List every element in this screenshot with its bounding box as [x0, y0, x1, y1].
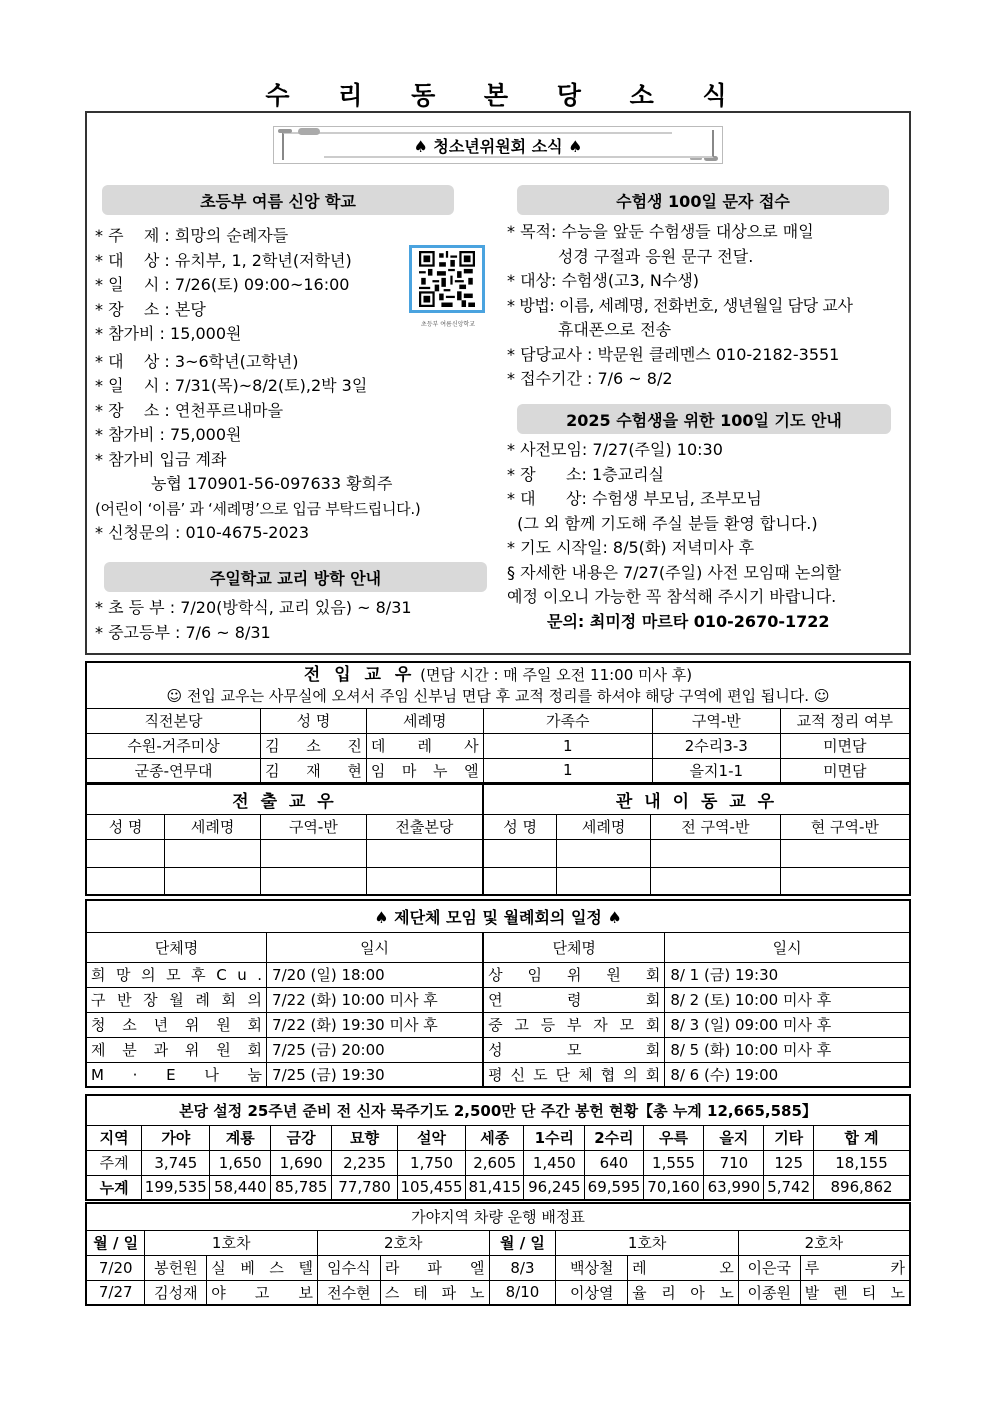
- column-header: 2수리: [585, 1125, 643, 1150]
- page-title: 수 리 동 본 당 소 식: [265, 81, 747, 110]
- youth-news-banner: [273, 126, 723, 164]
- baptismal-name: 스 테 파 노: [380, 1280, 489, 1305]
- driver-name: 이은국: [738, 1255, 800, 1280]
- qr-code-icon: [415, 251, 479, 307]
- column-header: 단체명: [86, 932, 267, 962]
- text-message-heading: 수험생 100일 문자 접수: [517, 185, 889, 215]
- schedule-title: ♠ 제단체 모임 및 월례회의 일정 ♠: [86, 900, 910, 932]
- meeting-time: 7/25 (금) 20:00: [267, 1037, 484, 1062]
- column-header: 지역: [86, 1125, 142, 1150]
- detail-line: 농협 170901-56-097633 황희주: [95, 474, 393, 493]
- driver-name: 이종원: [738, 1280, 800, 1305]
- cell: 96,245: [524, 1175, 585, 1200]
- column-header: 묘향: [332, 1125, 398, 1150]
- cell: 77,780: [332, 1175, 398, 1200]
- detail-line: § 자세한 내용은 7/27(주일) 사전 모임때 논의할: [507, 562, 842, 582]
- cell: 수원-거주미상: [86, 733, 261, 758]
- detail-line: * 참가비 : 75,000원: [95, 425, 242, 444]
- transfer-in-title: 전 입 교 우: [303, 665, 416, 686]
- cumulative-total-row: [86, 1175, 910, 1200]
- column-header: 현 구역-반: [780, 814, 910, 839]
- baptismal-name: 실 베 스 텔: [207, 1255, 318, 1280]
- column-header: 1호차: [556, 1230, 738, 1255]
- baptismal-name: 루 카: [800, 1255, 910, 1280]
- cell: 1,450: [524, 1150, 585, 1175]
- detail-line: * 사전모임: 7/27(주일) 10:30: [507, 440, 723, 459]
- cell: 1,650: [210, 1150, 271, 1175]
- column-header: 전출본당: [366, 814, 483, 839]
- column-header: 일시: [267, 932, 484, 962]
- cell: 미면담: [780, 758, 910, 783]
- detail-line: * 방법: 이름, 세례명, 전화번호, 생년월일 담당 교사: [507, 295, 853, 315]
- column-header: 세례명: [557, 814, 651, 839]
- empty-cell: [780, 867, 910, 895]
- meeting-time: 8/ 1 (금) 19:30: [665, 962, 910, 987]
- cell: 710: [704, 1150, 764, 1175]
- row-label: 주계: [86, 1150, 142, 1175]
- transfer-in-header: [86, 662, 910, 708]
- empty-cell: [557, 867, 651, 895]
- cell: 70,160: [643, 1175, 704, 1200]
- empty-cell: [366, 839, 483, 867]
- table-header-row: [86, 1230, 910, 1255]
- empty-cell: [261, 839, 367, 867]
- table-header-row: [86, 814, 910, 839]
- cell: 1,750: [398, 1150, 466, 1175]
- transfer-out-title: 전 출 교 우: [86, 784, 483, 814]
- detail-line: * 일 시 : 7/26(토) 09:00~16:00: [95, 275, 350, 294]
- column-header: 기타: [764, 1125, 814, 1150]
- cell: 640: [585, 1150, 643, 1175]
- empty-cell: [651, 867, 781, 895]
- sunday-school-details: [95, 596, 505, 645]
- vehicle-title: 가야지역 차량 운행 배정표: [86, 1203, 910, 1230]
- column-header: 교적 정리 여부: [780, 708, 910, 733]
- column-header: 1수리: [524, 1125, 585, 1150]
- cell: 81,415: [466, 1175, 524, 1200]
- detail-line: 휴대폰으로 전송: [507, 320, 672, 339]
- column-header: 을지: [704, 1125, 764, 1150]
- cell: 을지1-1: [652, 758, 780, 783]
- column-header: 성 명: [86, 814, 165, 839]
- cell: 105,455: [398, 1175, 466, 1200]
- column-header: 세례명: [165, 814, 261, 839]
- empty-cell: [261, 867, 367, 895]
- column-header: 구역-반: [261, 814, 367, 839]
- row-label: 누계: [86, 1175, 142, 1200]
- cell: 2,235: [332, 1150, 398, 1175]
- rosary-title: 본당 설정 25주년 준비 전 신자 묵주기도 2,500만 단 주간 봉헌 현황【총 누계 12,665,585】: [86, 1095, 910, 1125]
- date-cell: 7/20: [86, 1255, 145, 1280]
- weekly-total-row: [86, 1150, 910, 1175]
- detail-line: * 일 시 : 7/31(목)~8/2(토),2박 3일: [95, 376, 368, 395]
- table-row: [86, 962, 910, 987]
- interview-time: (면담 시간 : 매 주일 오전 11:00 미사 후): [420, 666, 693, 685]
- group-name: 희 망 의 모 후 C u .: [86, 962, 267, 987]
- column-header: 단체명: [483, 932, 665, 962]
- transfer-in-table: [85, 661, 911, 784]
- detail-line: * 장 소: 1층교리실: [507, 464, 664, 484]
- prayer-heading: 2025 수험생을 위한 100일 기도 안내: [517, 404, 891, 434]
- cell: 3,745: [142, 1150, 210, 1175]
- table-row: [86, 733, 910, 758]
- cell: 2,605: [466, 1150, 524, 1175]
- baptismal-name: 발 렌 티 노: [800, 1280, 910, 1305]
- cell: 임 마 누 엘: [366, 758, 483, 783]
- date-cell: 7/27: [86, 1280, 145, 1305]
- cell: 85,785: [271, 1175, 332, 1200]
- column-header: 전 구역-반: [651, 814, 781, 839]
- cell: 63,990: [704, 1175, 764, 1200]
- group-name: 상 임 위 원 회: [483, 962, 665, 987]
- empty-cell: [86, 867, 165, 895]
- column-header: 세례명: [366, 708, 483, 733]
- cell: 69,595: [585, 1175, 643, 1200]
- cell: 김 소 진: [261, 733, 367, 758]
- table-header-row: [86, 708, 910, 733]
- date-cell: 8/3: [489, 1255, 556, 1280]
- youth-committee-news: [85, 111, 911, 655]
- cell: 김 재 현: [261, 758, 367, 783]
- driver-name: 봉헌원: [145, 1255, 207, 1280]
- detail-line: * 기도 시작일: 8/5(화) 저녁미사 후: [507, 538, 755, 557]
- empty-cell: [366, 867, 483, 895]
- cell: 896,862: [814, 1175, 910, 1200]
- cell: 58,440: [210, 1175, 271, 1200]
- detail-line: * 대 상 : 유치부, 1, 2학년(저학년): [95, 250, 352, 270]
- column-header: 설악: [398, 1125, 466, 1150]
- transfer-out-move-table: [85, 783, 911, 896]
- detail-line: * 참가비 입금 계좌: [95, 449, 227, 469]
- column-header: 성 명: [483, 814, 557, 839]
- empty-cell: [557, 839, 651, 867]
- column-header: 2호차: [738, 1230, 910, 1255]
- group-name: 제 분 과 위 원 회: [86, 1037, 267, 1062]
- cell: 2수리3-3: [652, 733, 780, 758]
- prayer-contact: 문의: 최미정 마르타 010-2670-1722: [547, 611, 830, 631]
- prayer-details: [507, 438, 907, 634]
- cell: 데 레 사: [366, 733, 483, 758]
- detail-line: * 접수기간 : 7/6 ~ 8/2: [507, 369, 673, 388]
- meeting-time: 8/ 3 (일) 09:00 미사 후: [665, 1012, 910, 1037]
- table-row: [86, 987, 910, 1012]
- empty-row: [86, 867, 910, 895]
- detail-line: * 목적: 수능을 앞둔 수험생들 대상으로 매일: [507, 222, 814, 241]
- detail-line: * 신청문의 : 010-4675-2023: [95, 523, 309, 542]
- vehicle-schedule-table: [85, 1202, 911, 1306]
- cell: 18,155: [814, 1150, 910, 1175]
- cell: 1,555: [643, 1150, 704, 1175]
- detail-line: * 대 상 : 3~6학년(고학년): [95, 351, 299, 371]
- detail-line: * 초 등 부 : 7/20(방학식, 교리 있음) ~ 8/31: [95, 598, 412, 617]
- column-header: 월 / 일: [86, 1230, 145, 1255]
- detail-line: 성경 구절과 응원 문구 전달.: [507, 246, 754, 266]
- detail-line: * 중고등부 : 7/6 ~ 8/31: [95, 622, 271, 642]
- table-header-row: [86, 932, 910, 962]
- baptismal-name: 레 오: [628, 1255, 739, 1280]
- cell: 군종-연무대: [86, 758, 261, 783]
- detail-line: * 주 제 : 희망의 순례자들: [95, 226, 289, 245]
- detail-line: (어린이 ‘이름’ 과 ‘세례명’으로 입금 부탁드립니다.): [95, 499, 421, 518]
- detail-line: 예정 이오니 가능한 꼭 참석해 주시기 바랍니다.: [507, 587, 837, 606]
- table-row: [86, 1012, 910, 1037]
- baptismal-name: 야 고 보: [207, 1280, 318, 1305]
- column-header: 세종: [466, 1125, 524, 1150]
- sunday-school-heading: 주일학교 교리 방학 안내: [104, 562, 487, 592]
- empty-cell: [651, 839, 781, 867]
- cell: 1,690: [271, 1150, 332, 1175]
- baptismal-name: 라 파 엘: [380, 1255, 489, 1280]
- driver-name: 임수식: [317, 1255, 380, 1280]
- cell: 199,535: [142, 1175, 210, 1200]
- column-header: 성 명: [261, 708, 367, 733]
- group-name: 청 소 년 위 원 회: [86, 1012, 267, 1037]
- column-header: 구역-반: [652, 708, 780, 733]
- column-header: 가야: [142, 1125, 210, 1150]
- banner-title: ♠ 청소년위원회 소식 ♠: [413, 136, 583, 156]
- cell: 5,742: [764, 1175, 814, 1200]
- cell: 125: [764, 1150, 814, 1175]
- meeting-time: 7/20 (일) 18:00: [267, 962, 484, 987]
- empty-cell: [780, 839, 910, 867]
- group-name: 성 모 회: [483, 1037, 665, 1062]
- transfer-in-notice: ☺ 전입 교우는 사무실에 오셔서 주임 신부님 면담 후 교적 정리를 하셔야 해당 구역에 편입 됩니다. ☺: [166, 687, 830, 706]
- cell: 미면담: [780, 733, 910, 758]
- empty-cell: [86, 839, 165, 867]
- meeting-time: 8/ 6 (수) 19:00: [665, 1062, 910, 1087]
- table-row: [86, 1062, 910, 1087]
- empty-cell: [165, 867, 261, 895]
- meeting-time: 8/ 5 (화) 10:00 미사 후: [665, 1037, 910, 1062]
- driver-name: 김성재: [145, 1280, 207, 1305]
- column-header: 월 / 일: [489, 1230, 556, 1255]
- column-header: 2호차: [317, 1230, 489, 1255]
- meeting-time: 7/22 (화) 19:30 미사 후: [267, 1012, 484, 1037]
- table-row: [86, 1280, 910, 1305]
- empty-cell: [483, 867, 557, 895]
- group-name: 평 신 도 단 체 협 의 회: [483, 1062, 665, 1087]
- group-name: 연 령 회: [483, 987, 665, 1012]
- column-header: 계룡: [210, 1125, 271, 1150]
- driver-name: 백상철: [556, 1255, 628, 1280]
- internal-move-title: 관 내 이 동 교 우: [483, 784, 910, 814]
- empty-row: [86, 839, 910, 867]
- column-header: 우륵: [643, 1125, 704, 1150]
- detail-line: * 대 상: 수험생 부모님, 조부모님: [507, 489, 762, 508]
- meeting-time: 8/ 2 (토) 10:00 미사 후: [665, 987, 910, 1012]
- table-row: [86, 1037, 910, 1062]
- schedule-table: [85, 899, 911, 1088]
- meeting-time: 7/22 (화) 10:00 미사 후: [267, 987, 484, 1012]
- empty-cell: [483, 839, 557, 867]
- column-header: 1호차: [145, 1230, 318, 1255]
- column-header: 일시: [665, 932, 910, 962]
- table-row: [86, 1255, 910, 1280]
- group-name: 중 고 등 부 자 모 회: [483, 1012, 665, 1037]
- empty-cell: [165, 839, 261, 867]
- driver-name: 이상열: [556, 1280, 628, 1305]
- summer-school-heading: 초등부 여름 신앙 학교: [102, 185, 454, 215]
- qr-code[interactable]: [409, 245, 485, 313]
- detail-line: (그 외 함께 기도해 주실 분들 환영 합니다.): [507, 513, 818, 533]
- cell: 1: [483, 733, 652, 758]
- rosary-offering-table: [85, 1094, 911, 1201]
- cell: 1: [483, 758, 652, 783]
- detail-line: * 장 소 : 연천푸르내마을: [95, 400, 284, 420]
- column-header: 합 계: [814, 1125, 910, 1150]
- table-row: [86, 758, 910, 783]
- meeting-time: 7/25 (금) 19:30: [267, 1062, 484, 1087]
- group-name: 구 반 장 월 례 회 의: [86, 987, 267, 1012]
- table-header-row: [86, 1125, 910, 1150]
- column-header: 직전본당: [86, 708, 261, 733]
- column-header: 금강: [271, 1125, 332, 1150]
- date-cell: 8/10: [489, 1280, 556, 1305]
- qr-caption: 초등부 여름신앙학교: [420, 321, 476, 328]
- column-header: 가족수: [483, 708, 652, 733]
- detail-line: * 대상: 수험생(고3, N수생): [507, 271, 700, 290]
- group-name: M · E 나 눔: [86, 1062, 267, 1087]
- detail-line: * 장 소 : 본당: [95, 299, 206, 319]
- detail-line: * 참가비 : 15,000원: [95, 324, 242, 343]
- detail-line: * 담당교사 : 박문원 클레멘스 010-2182-3551: [507, 344, 840, 364]
- text-message-details: [507, 220, 907, 392]
- baptismal-name: 율 리 아 노: [628, 1280, 739, 1305]
- driver-name: 전수현: [317, 1280, 380, 1305]
